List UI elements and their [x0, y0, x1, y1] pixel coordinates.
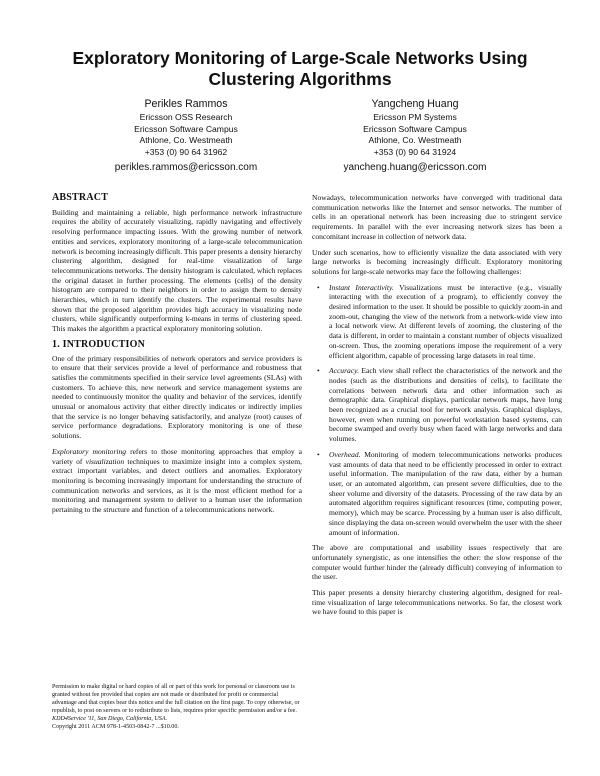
- challenge-list: [312, 283, 562, 538]
- intro-paragraph-2: [52, 447, 302, 515]
- bullet-term: Instant Interactivity.: [329, 282, 394, 292]
- author-phone: +353 (0) 90 64 31924: [373, 146, 457, 157]
- permission-text: Permission to make digital or hard copies of all or part of this work for personal or classroom use is granted without fee provided that copies are not made or distributed for profit or commercial advantage and that copies bear this notice and the full citation on the first page. To copy otherwise, or republish, to post on servers or to redistribute to lists, requires prior specific permission and/or a fee.: [52, 684, 300, 714]
- intro-term: Exploratory monitoring: [52, 446, 127, 456]
- bullet-term: Overhead.: [329, 449, 361, 459]
- author-block-1: [91, 98, 281, 174]
- author-name: Perikles Rammos: [144, 98, 228, 110]
- venue-text: KDD4Service '11, San Diego, California, USA.: [52, 715, 168, 722]
- intro-heading: 1. INTRODUCTION: [52, 338, 146, 350]
- abstract-text: Building and maintaining a reliable, high performance network infrastructure requires the ability of accurately visualizing, rapidly navigating and effectively resolving performance impacting issues. With the growing number of network entities and services, exploratory monitoring of a large-scale telecommunication network is becoming increasingly difficult. This paper presents a density hierarchy clustering algorithm, designed for real-time visualization of large telecommunications networks. The density histogram is calculated, which replaces the original dataset in further processing. The elements (cells) of the density histogram are compared to their neighbors in order to assign them to density hierarchies, which in turn identify the clusters. The experimental results have shown that the proposed algorithm provides high accuracy in visualizing node clusters, while significantly outperforming k-means in terms of clustering speed. This makes the algorithm a practical exploratory monitoring solution.: [52, 207, 302, 334]
- bullet-term: Accuracy.: [329, 366, 359, 376]
- author-campus: Ericsson Software Campus: [134, 123, 238, 134]
- bullet-text: Visualizations must be interactive (e.g., visually interacting with the execution of a program), to efficiently convey the desired information to the user. It should be possible to quickly zoom-in and zoom-out, changing the view of the network from a network-wide view into a local network view. At different levels of zooming, the clustering of the data is different, in order to maintain a constant number of objects visualized on-screen. Thus, the zooming operations impose the requirement of a very efficient algorithm, capable of processing large datasets in real time.: [329, 282, 562, 360]
- author-email[interactable]: perikles.rammos@ericsson.com: [114, 162, 258, 173]
- abstract-heading: ABSTRACT: [52, 192, 109, 203]
- col2-paragraph-4: This paper presents a density hierarchy clustering algorithm, designed for real-time visualization of large telecommunications networks. So far, the closest work we have found to this paper is: [312, 588, 562, 617]
- right-column: [312, 193, 562, 623]
- bullet-icon: •: [317, 366, 320, 376]
- intro-paragraph-1: One of the primary responsibilities of network operators and service providers is to ensure that their services provide a level of performance and robustness that satisfies the commitments specified in their service level agreements (SLAs) with customers. To achieve this, new network and service management systems are needed to continuously monitor the quality and behavior of the services, identify unusual or anomalous activity that either directly indicates or indirectly implies that the service is no longer behaving satisfactorily, and analyze (root) causes of service performance degradations. Exploratory monitoring is one of these solutions.: [52, 353, 302, 441]
- bullet-icon: •: [317, 449, 320, 459]
- copyright-text: Copyright 2011 ACM 978-1-4503-0842-7 ...$10.00.: [52, 723, 179, 730]
- permission-footnote: [52, 684, 302, 731]
- author-name: Yangcheng Huang: [371, 98, 459, 110]
- left-column: [52, 193, 302, 521]
- list-item: [312, 366, 562, 444]
- paper-title: Exploratory Monitoring of Large-Scale Networks Using Clustering Algorithms: [72, 48, 528, 89]
- author-city: Athlone, Co. Westmeath: [139, 135, 233, 145]
- author-city: Athlone, Co. Westmeath: [368, 135, 462, 145]
- author-email[interactable]: yancheng.huang@ericsson.com: [343, 162, 487, 173]
- bullet-icon: •: [317, 282, 320, 292]
- intro-text-a: refers to those monitoring approaches that employ a variety of: [52, 446, 303, 466]
- author-org: Ericsson OSS Research: [139, 112, 233, 122]
- col2-paragraph-2: Under such scenarios, how to efficiently visualize the data associated with very large networks is becoming increasingly difficult. Exploratory monitoring solutions for large-scale networks may face the following challenges:: [312, 247, 562, 276]
- intro-text-b: techniques to maximize insight into a complex system, extract important variables, and detect outliers and anomalies. Exploratory monitoring is becoming increasingly important for understanding the structure of communication networks and services, as it is the most efficient method for a monitoring and management system to deliver to a human user the information pertaining to the structure and function of a telecommunications network.: [52, 456, 303, 515]
- list-item: [312, 283, 562, 361]
- col2-paragraph-1: Nowadays, telecommunication networks have converged with traditional data communication networks like the Internet and sensor networks. The number of cells in an operational network has been increasing due to stringent service requirements. In parallel with the ever increasing network sizes has been a concomitant increase in collection of network data.: [312, 193, 562, 241]
- author-org: Ericsson PM Systems: [373, 112, 457, 122]
- author-phone: +353 (0) 90 64 31962: [144, 146, 228, 157]
- col2-paragraph-3: The above are computational and usability issues respectively that are unfortunately synergistic, as one intensifies the other: the slow response of the computer would further hinder the (already difficult) conveying of information to the user.: [312, 543, 562, 582]
- bullet-text: Each view shall reflect the characteristics of the network and the nodes (such as the distributions and densities of cells), to facilitate the correlations between network data and other information such as demographic data. Graphical displays, particular network maps, have long been recognized as a crucial tool for network analysis. Graphical displays, however, even when running on powerful workstation based systems, can become swamped and overly busy when faced with large networks and data volumes.: [329, 366, 562, 444]
- list-item: [312, 450, 562, 537]
- author-campus: Ericsson Software Campus: [363, 123, 467, 134]
- author-block-2: [320, 98, 510, 174]
- bullet-text: Monitoring of modern telecommunications networks produces vast amounts of data that need to be efficiently processed in order to extract useful information. The manipulation of the raw data, either by a human user, or an automated algorithm, can present severe difficulties, due to the sheer volume and diversity of the datasets. Processing of the raw data by an automated algorithm requires significant resources (time, computing power, memory), which may be scarce. Processing by a human user is also difficult, since displaying the data on-screen would overwhelm the user with the sheer amount of information.: [329, 449, 562, 537]
- intro-term-2: visualization: [85, 456, 125, 466]
